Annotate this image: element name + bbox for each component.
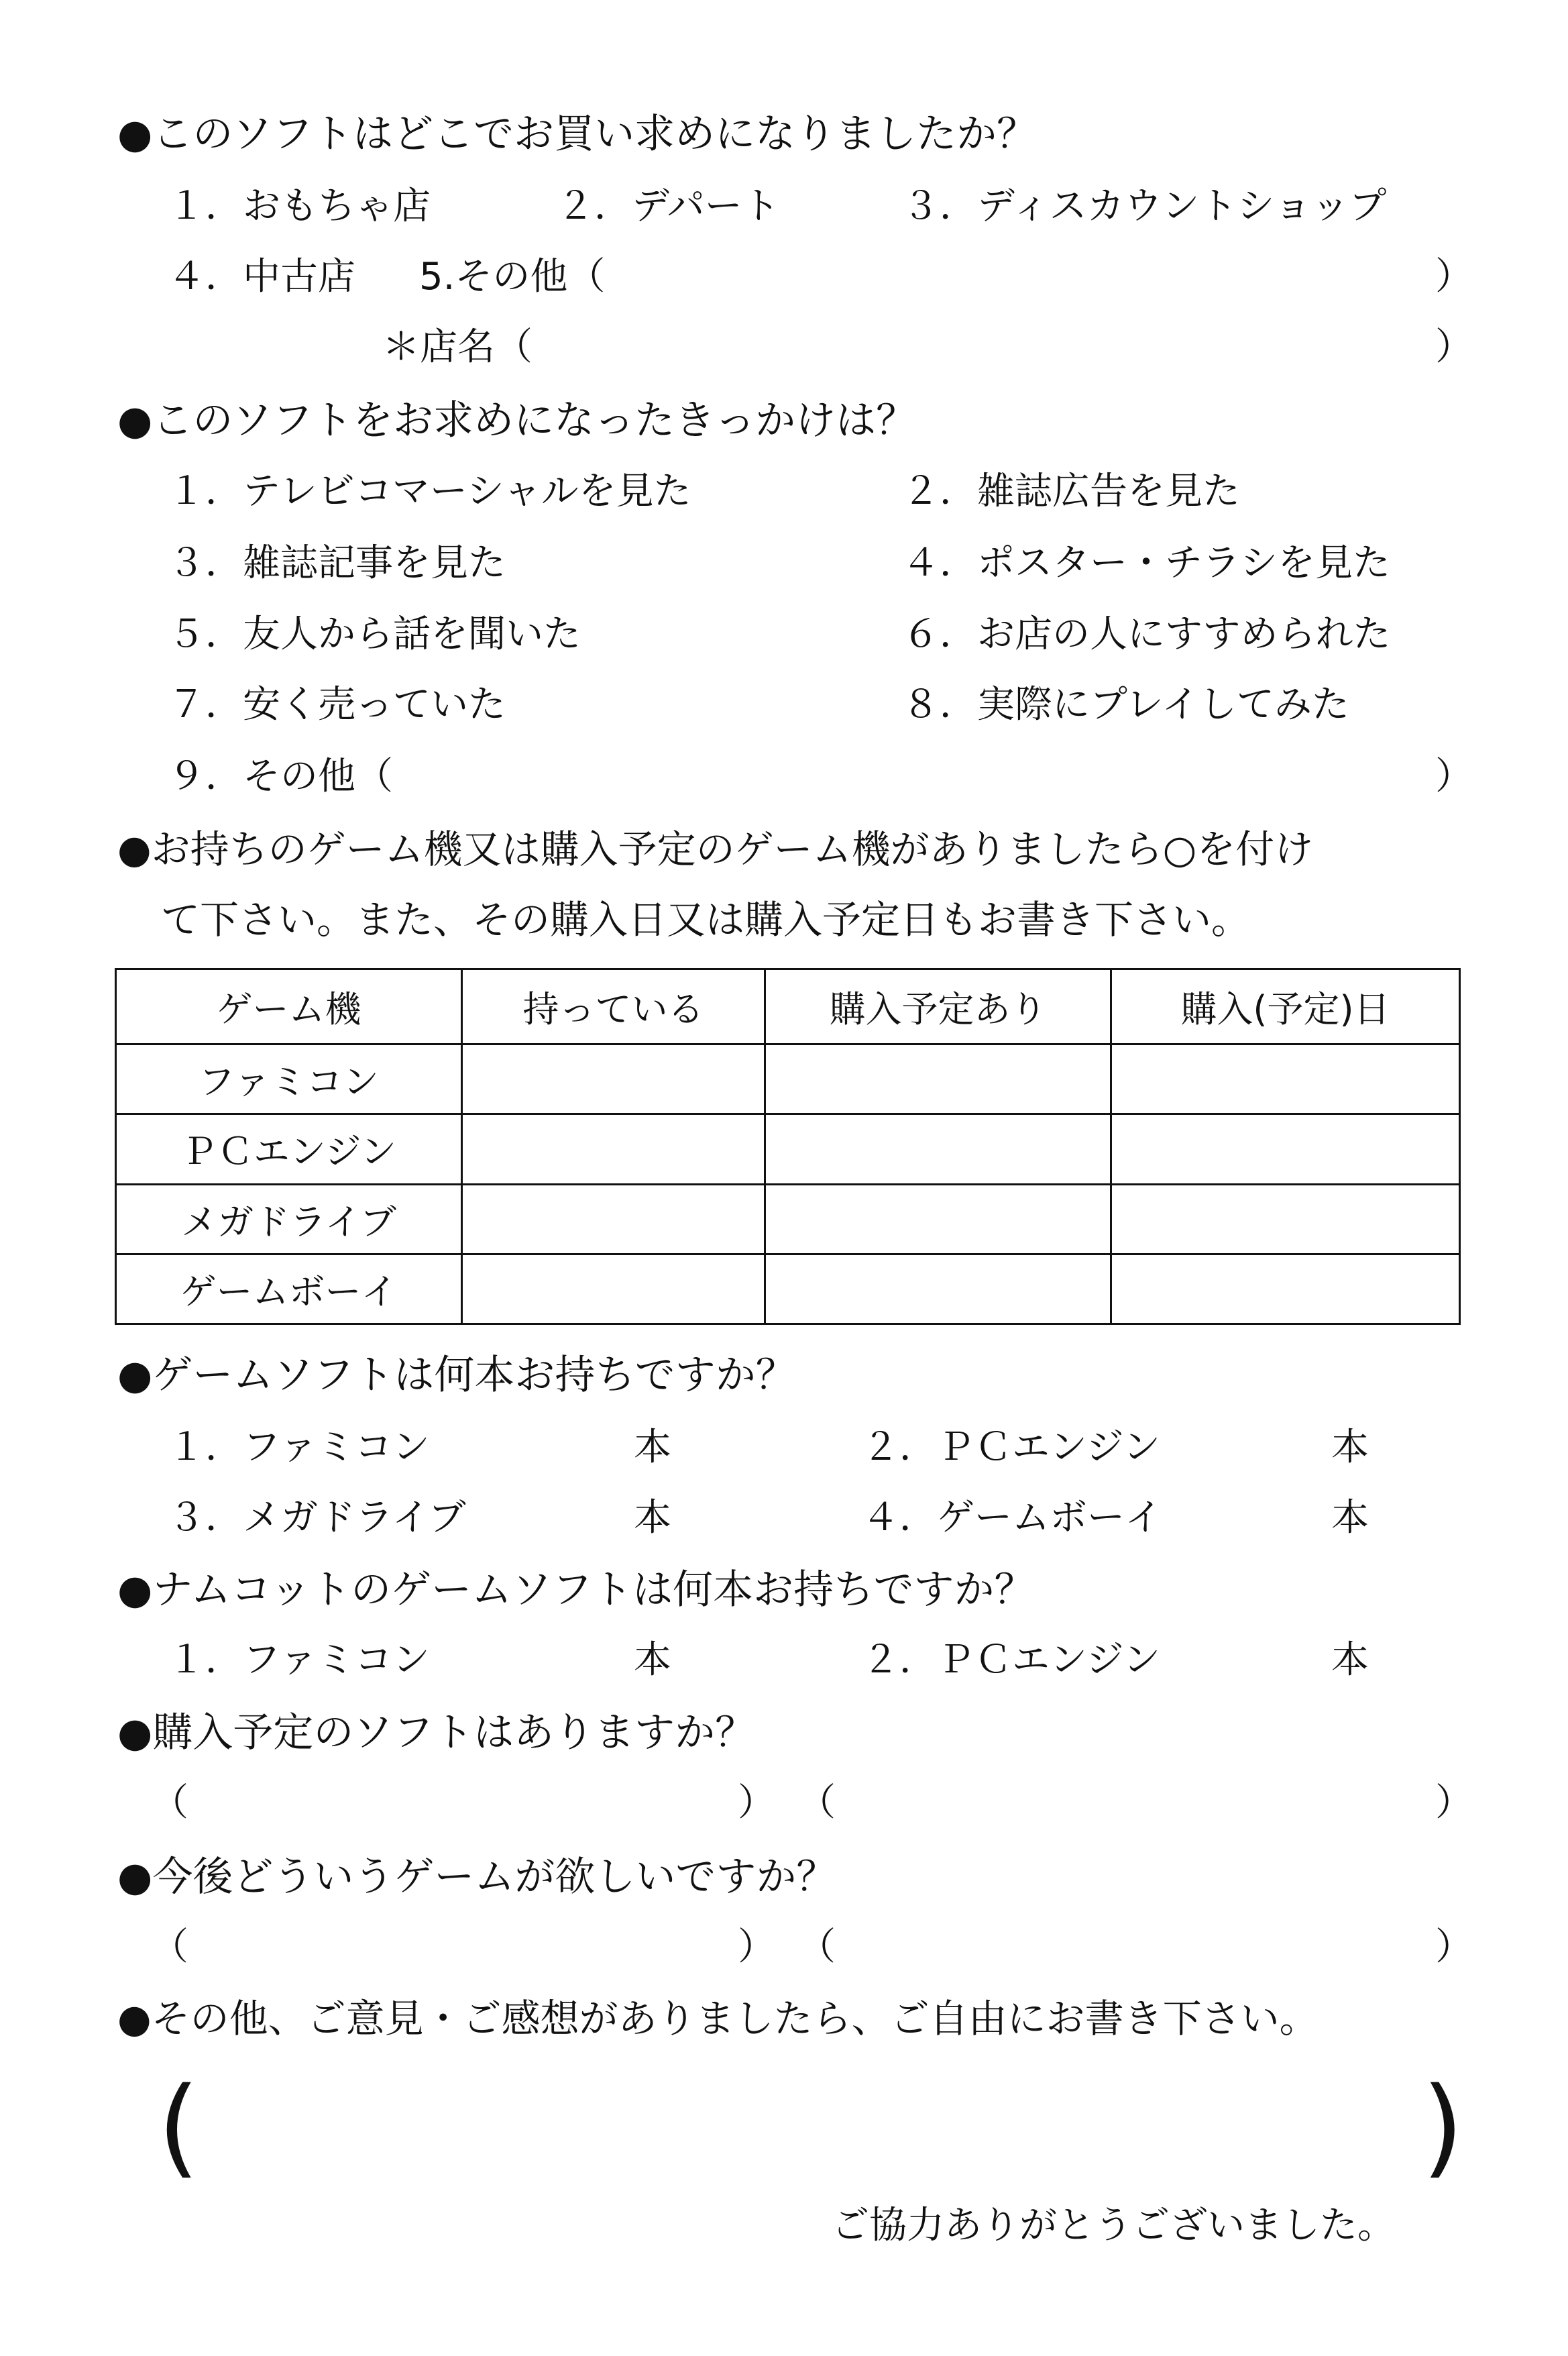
q2-option-1: １．テレビコマーシャルを見た	[168, 470, 691, 513]
q1-option-2: ２．デパート	[557, 184, 780, 228]
table-header-row	[116, 969, 1460, 1045]
q1-option-5: 5.その他（	[419, 255, 606, 299]
q1-question: ●このソフトはどこでお買い求めになりましたか？	[117, 111, 1038, 158]
table-header-owned: 持っている	[462, 969, 765, 1045]
date-cell[interactable]	[1111, 1184, 1460, 1254]
q2-option-8: ８．実際にプレイしてみた	[902, 683, 1349, 727]
q2-option-2: ２．雑誌広告を見た	[902, 470, 1240, 513]
owned-cell[interactable]	[462, 1254, 765, 1324]
q2-question: ●このソフトをお求めになったきっかけは？	[117, 397, 917, 444]
q2-option-9: ９．その他（	[168, 755, 393, 798]
q1-option-3: ３．ディスカウントショップ	[902, 184, 1387, 228]
q2-option-7: ７．安く売っていた	[168, 683, 506, 727]
q5-option-2: ２．ＰＣエンジン	[862, 1638, 1161, 1682]
planned-cell[interactable]	[765, 1254, 1111, 1324]
console-name: メガドライブ	[116, 1184, 462, 1254]
q7-answer-2-open: （	[798, 1925, 836, 1969]
owned-cell[interactable]	[462, 1184, 765, 1254]
q1-option-4: ４．中古店	[168, 255, 355, 299]
q7-answer-1-close: ）	[738, 1925, 775, 1969]
date-cell[interactable]	[1111, 1045, 1460, 1114]
q2-option-4: ４．ポスター・チラシを見た	[902, 541, 1390, 585]
q4-option-1-unit: 本	[634, 1426, 671, 1469]
q3-question-line-1: ●お持ちのゲーム機又は購入予定のゲーム機がありましたら○を付け	[117, 826, 1314, 872]
q2-option-9-close: ）	[1435, 755, 1473, 798]
q6-answer-2-close: ）	[1435, 1781, 1473, 1825]
q4-option-2: ２．ＰＣエンジン	[862, 1426, 1161, 1469]
q4-option-4: ４．ゲームボーイ	[862, 1496, 1162, 1540]
planned-cell[interactable]	[765, 1184, 1111, 1254]
console-name: ファミコン	[116, 1045, 462, 1114]
q2-option-5: ５．友人から話を聞いた	[168, 612, 581, 656]
q6-answer-1-open: （	[151, 1781, 188, 1825]
q1-shop-name-close: ）	[1435, 325, 1473, 369]
q1-option-1: １．おもちゃ店	[168, 184, 431, 228]
table-header-console: ゲーム機	[116, 969, 462, 1045]
q7-answer-1-open: （	[151, 1925, 188, 1969]
date-cell[interactable]	[1111, 1114, 1460, 1184]
table-row	[116, 1184, 1460, 1254]
table-row	[116, 1254, 1460, 1324]
q4-option-3-unit: 本	[634, 1496, 671, 1540]
q7-answer-2-close: ）	[1435, 1925, 1473, 1969]
thanks-message: ご協力ありがとうございました。	[832, 2204, 1395, 2247]
q6-answer-2-open: （	[798, 1781, 836, 1825]
q8-question: ●その他、ご意見・ご感想がありましたら、ご自由にお書き下さい。	[117, 1996, 1319, 2041]
planned-cell[interactable]	[765, 1114, 1111, 1184]
date-cell[interactable]	[1111, 1254, 1460, 1324]
table-header-date: 購入(予定)日	[1111, 969, 1460, 1045]
q4-option-2-unit: 本	[1331, 1426, 1369, 1469]
q3-question-line-2: て下さい。また、その購入日又は購入予定日もお書き下さい。	[161, 897, 1251, 943]
q6-question: ●購入予定のソフトはありますか？	[117, 1709, 756, 1756]
q4-option-4-unit: 本	[1331, 1496, 1369, 1540]
table-row	[116, 1045, 1460, 1114]
console-name: ＰＣエンジン	[116, 1114, 462, 1184]
q1-shop-name: ＊店名（	[382, 325, 533, 369]
q1-option-5-close: ）	[1435, 255, 1473, 299]
q6-answer-1-close: ）	[738, 1781, 775, 1825]
planned-cell[interactable]	[765, 1045, 1111, 1114]
q5-question: ●ナムコットのゲームソフトは何本お持ちですか？	[117, 1566, 1035, 1613]
q2-option-6: ６．お店の人にすすめられた	[902, 612, 1391, 656]
game-console-table	[115, 968, 1461, 1325]
owned-cell[interactable]	[462, 1045, 765, 1114]
q5-option-1: １．ファミコン	[168, 1638, 430, 1682]
table-row	[116, 1114, 1460, 1184]
q4-option-1: １．ファミコン	[168, 1426, 430, 1469]
table-header-planned: 購入予定あり	[765, 969, 1111, 1045]
q5-option-1-unit: 本	[634, 1638, 671, 1682]
q2-option-3: ３．雑誌記事を見た	[168, 541, 506, 585]
q8-answer-open: (	[158, 2064, 200, 2189]
q5-option-2-unit: 本	[1331, 1638, 1369, 1682]
q8-answer-close: )	[1422, 2064, 1464, 2189]
q7-question: ●今後どういうゲームが欲しいですか？	[117, 1854, 837, 1900]
q4-question: ●ゲームソフトは何本お持ちですか？	[117, 1352, 796, 1399]
owned-cell[interactable]	[462, 1114, 765, 1184]
console-name: ゲームボーイ	[116, 1254, 462, 1324]
q4-option-3: ３．メガドライブ	[168, 1496, 466, 1540]
